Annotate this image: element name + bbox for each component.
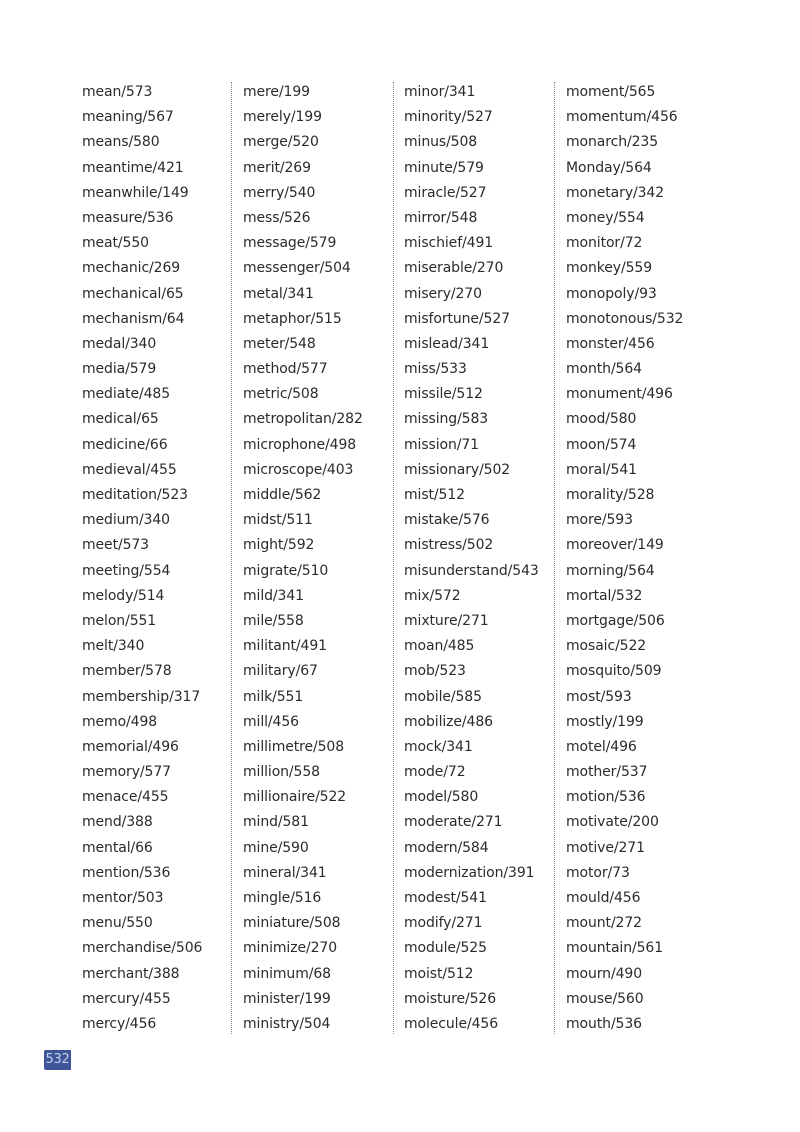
word-entry: misunderstand/543 — [404, 562, 539, 579]
word-entry: mill/456 — [243, 713, 299, 730]
word-entry: mortgage/506 — [566, 612, 665, 629]
word-entry: merge/520 — [243, 134, 319, 151]
word-entry: money/554 — [566, 209, 645, 226]
word-entry: mild/341 — [243, 587, 304, 604]
word-entry: minimize/270 — [243, 940, 338, 957]
word-entry: mobilize/486 — [404, 713, 493, 730]
word-entry: medal/340 — [82, 335, 157, 352]
word-entry: minor/341 — [404, 84, 476, 100]
word-entry: mobile/585 — [404, 688, 482, 705]
word-entry: metropolitan/282 — [243, 411, 363, 428]
word-entry: missionary/502 — [404, 461, 511, 478]
word-entry: moderate/271 — [404, 814, 503, 831]
word-entry: merit/269 — [243, 159, 311, 176]
word-entry: moon/574 — [566, 436, 637, 453]
word-entry: merchandise/506 — [82, 940, 203, 957]
word-entry: miniature/508 — [243, 915, 341, 932]
word-entry: military/67 — [243, 663, 318, 680]
word-entry: metal/341 — [243, 285, 314, 302]
word-entry: mouse/560 — [566, 990, 644, 1007]
word-entry: million/558 — [243, 764, 320, 781]
word-entry: mental/66 — [82, 839, 153, 856]
word-entry: meeting/554 — [82, 562, 171, 579]
word-entry: month/564 — [566, 361, 642, 378]
word-entry: more/593 — [566, 512, 633, 529]
word-entry: meanwhile/149 — [82, 184, 189, 201]
word-entry: mischief/491 — [404, 235, 494, 252]
word-entry: memo/498 — [82, 713, 158, 730]
word-entry: monkey/559 — [566, 260, 653, 277]
word-entry: ministry/504 — [243, 1015, 331, 1032]
word-entry: medical/65 — [82, 411, 159, 428]
word-entry: model/580 — [404, 789, 479, 806]
word-entry: merchant/388 — [82, 965, 180, 982]
word-entry: minute/579 — [404, 159, 484, 176]
word-entry: mere/199 — [243, 84, 310, 100]
word-entry: mission/71 — [404, 436, 479, 453]
word-entry: media/579 — [82, 361, 157, 378]
word-entry: mineral/341 — [243, 864, 327, 881]
word-entry: motor/73 — [566, 864, 630, 881]
word-entry: mediate/485 — [82, 386, 171, 403]
word-entry: minimum/68 — [243, 965, 331, 982]
word-entry: mood/580 — [566, 411, 637, 428]
word-entry: minority/527 — [404, 109, 493, 126]
word-entry: mob/523 — [404, 663, 466, 680]
word-entry: mosaic/522 — [566, 638, 647, 655]
column-divider — [393, 82, 394, 1034]
word-entry: minus/508 — [404, 134, 478, 151]
word-entry: meantime/421 — [82, 159, 184, 176]
word-entry: meaning/567 — [82, 109, 174, 126]
word-entry: missile/512 — [404, 386, 483, 403]
word-entry: melody/514 — [82, 587, 165, 604]
word-entry: millimetre/508 — [243, 738, 345, 755]
word-entry: monarch/235 — [566, 134, 659, 151]
word-entry: memory/577 — [82, 764, 171, 781]
word-entry: messenger/504 — [243, 260, 351, 277]
word-entry: menu/550 — [82, 915, 153, 932]
word-entry: meter/548 — [243, 335, 316, 352]
word-entry: meditation/523 — [82, 487, 188, 503]
word-entry: metric/508 — [243, 386, 319, 403]
word-entry: mortal/532 — [566, 587, 643, 604]
word-entry: missing/583 — [404, 411, 489, 428]
word-entry: method/577 — [243, 361, 328, 378]
word-entry: Monday/564 — [566, 159, 652, 176]
word-entry: migrate/510 — [243, 562, 329, 579]
word-column-3 — [404, 80, 539, 1040]
word-entry: mislead/341 — [404, 335, 490, 352]
word-entry: middle/562 — [243, 487, 322, 503]
word-entry: motion/536 — [566, 789, 646, 806]
word-entry: modest/541 — [404, 890, 487, 906]
word-entry: mistake/576 — [404, 512, 490, 529]
word-entry: moan/485 — [404, 638, 475, 655]
word-entry: memorial/496 — [82, 738, 179, 755]
word-entry: mostly/199 — [566, 713, 644, 730]
word-entry: miracle/527 — [404, 184, 487, 201]
word-entry: modern/584 — [404, 839, 489, 856]
word-entry: motel/496 — [566, 738, 637, 755]
word-entry: mine/590 — [243, 839, 309, 856]
word-entry: merry/540 — [243, 184, 316, 201]
word-entry: motivate/200 — [566, 814, 659, 831]
word-entry: midst/511 — [243, 512, 313, 529]
word-entry: member/578 — [82, 663, 172, 680]
word-entry: medieval/455 — [82, 461, 177, 478]
word-entry: mix/572 — [404, 587, 461, 604]
word-entry: mourn/490 — [566, 965, 642, 982]
word-entry: mentor/503 — [82, 890, 164, 906]
word-entry: monopoly/93 — [566, 285, 657, 302]
word-entry: might/592 — [243, 537, 315, 554]
word-entry: membership/317 — [82, 688, 201, 705]
word-entry: microscope/403 — [243, 461, 354, 478]
word-column-1 — [82, 80, 202, 1040]
word-entry: molecule/456 — [404, 1015, 499, 1032]
word-entry: momentum/456 — [566, 109, 678, 126]
word-entry: moisture/526 — [404, 990, 497, 1007]
word-entry: mouth/536 — [566, 1015, 642, 1032]
word-entry: monument/496 — [566, 386, 673, 403]
page-number-badge: 532 — [44, 1050, 71, 1070]
word-entry: morality/528 — [566, 487, 655, 503]
word-entry: moist/512 — [404, 965, 474, 982]
word-entry: monetary/342 — [566, 184, 665, 201]
word-entry: most/593 — [566, 688, 632, 705]
word-entry: monster/456 — [566, 335, 655, 352]
word-entry: merely/199 — [243, 109, 322, 126]
word-entry: melon/551 — [82, 612, 157, 629]
word-entry: monitor/72 — [566, 235, 643, 252]
word-entry: mountain/561 — [566, 940, 664, 957]
word-entry: mosquito/509 — [566, 663, 662, 680]
word-entry: modify/271 — [404, 915, 483, 932]
word-entry: milk/551 — [243, 688, 304, 705]
word-entry: miserable/270 — [404, 260, 504, 277]
word-entry: meet/573 — [82, 537, 149, 554]
word-entry: menace/455 — [82, 789, 169, 806]
word-entry: mistress/502 — [404, 537, 494, 554]
word-entry: measure/536 — [82, 209, 174, 226]
word-entry: millionaire/522 — [243, 789, 347, 806]
word-entry: mention/536 — [82, 864, 171, 881]
word-entry: moreover/149 — [566, 537, 664, 554]
word-entry: misfortune/527 — [404, 310, 510, 327]
word-entry: mile/558 — [243, 612, 304, 629]
word-column-4 — [566, 80, 683, 1040]
word-entry: mechanism/64 — [82, 310, 185, 327]
word-entry: moment/565 — [566, 84, 656, 100]
word-entry: mount/272 — [566, 915, 642, 932]
word-entry: monotonous/532 — [566, 310, 684, 327]
word-entry: moral/541 — [566, 461, 637, 478]
word-entry: morning/564 — [566, 562, 655, 579]
word-entry: misery/270 — [404, 285, 482, 302]
word-entry: militant/491 — [243, 638, 327, 655]
word-entry: mechanical/65 — [82, 285, 184, 302]
word-entry: mechanic/269 — [82, 260, 181, 277]
word-entry: mean/573 — [82, 84, 153, 100]
word-entry: melt/340 — [82, 638, 145, 655]
word-entry: mixture/271 — [404, 612, 489, 629]
word-entry: mend/388 — [82, 814, 153, 831]
word-entry: mind/581 — [243, 814, 309, 831]
word-entry: mock/341 — [404, 738, 473, 755]
word-entry: modernization/391 — [404, 864, 535, 881]
word-entry: miss/533 — [404, 361, 467, 378]
word-entry: medicine/66 — [82, 436, 168, 453]
word-entry: minister/199 — [243, 990, 331, 1007]
word-entry: message/579 — [243, 235, 337, 252]
word-entry: metaphor/515 — [243, 310, 342, 327]
word-entry: mirror/548 — [404, 209, 478, 226]
word-entry: meat/550 — [82, 235, 149, 252]
word-column-2 — [243, 80, 363, 1040]
word-entry: mould/456 — [566, 890, 641, 906]
word-entry: mercury/455 — [82, 990, 171, 1007]
column-divider — [231, 82, 232, 1034]
word-entry: mode/72 — [404, 764, 466, 781]
word-entry: medium/340 — [82, 512, 170, 529]
word-entry: means/580 — [82, 134, 160, 151]
word-entry: mother/537 — [566, 764, 648, 781]
word-entry: mingle/516 — [243, 890, 322, 906]
word-entry: motive/271 — [566, 839, 645, 856]
word-entry: mist/512 — [404, 487, 465, 503]
word-entry: mess/526 — [243, 209, 311, 226]
word-entry: module/525 — [404, 940, 487, 957]
word-entry: microphone/498 — [243, 436, 357, 453]
word-entry: mercy/456 — [82, 1015, 157, 1032]
column-divider — [554, 82, 555, 1034]
